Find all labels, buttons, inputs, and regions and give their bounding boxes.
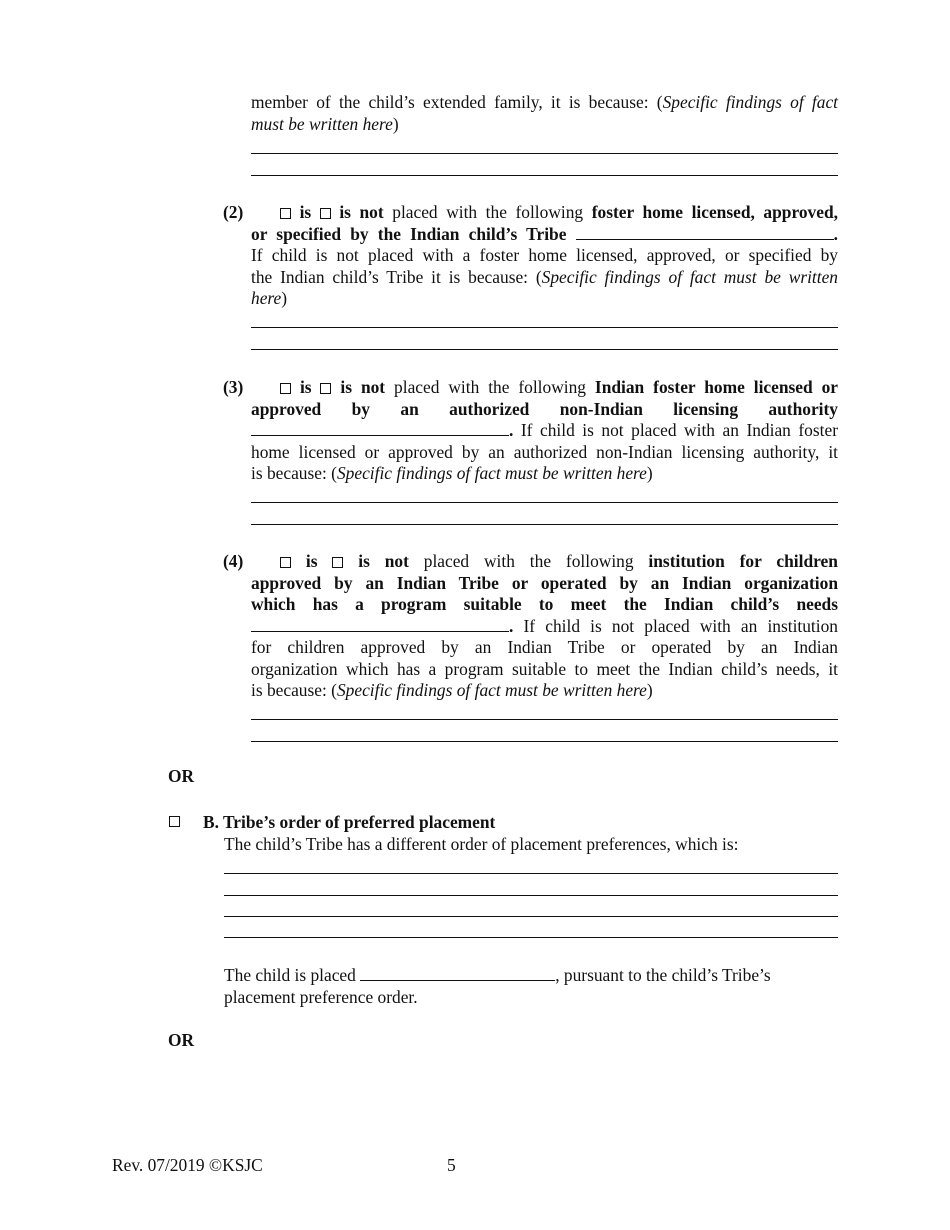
fill-line[interactable] — [251, 175, 838, 176]
fill-line[interactable] — [251, 349, 838, 350]
section-b-heading: B. Tribe’s order of preferred placement — [203, 812, 496, 832]
item-4-paragraph: is is not placed with the following institution for children approved by an Indian Tribe or operated by an Indian organization which has a program suitable to meet the Indian child’s needs . If child is not placed with an institution for children approved by an Indian Tribe or operated by an Indian organization which has a program suitable to meet the Indian child’s needs, it is because: (Specific findings of fact must be written here) — [251, 551, 838, 700]
item-number: (2) — [223, 202, 244, 222]
placement-statement: The child is placed , pursuant to the child’s Tribe’s placement preference order. — [224, 965, 771, 1007]
is-checkbox[interactable] — [280, 557, 291, 568]
item-number: (3) — [223, 377, 244, 397]
item-number: (4) — [223, 551, 244, 571]
fill-line[interactable] — [251, 719, 838, 720]
is-not-checkbox[interactable] — [320, 383, 331, 394]
fill-line[interactable] — [251, 153, 838, 154]
fill-line[interactable] — [224, 895, 838, 896]
intro-findings: Specific findings of fact — [662, 92, 838, 112]
is-not-checkbox[interactable] — [332, 557, 343, 568]
authority-blank[interactable] — [251, 420, 509, 436]
fill-line[interactable] — [224, 937, 838, 938]
footer-revision: Rev. 07/2019 ©KSJC — [112, 1155, 263, 1175]
item-3-paragraph: is is not placed with the following Indian foster home licensed or approved by an authorized non-Indian licensing authority . If child is not placed with an Indian foster home licensed or approved by an authorized non-Indian licensing authority, it is because: (Specific findings of fact must be written here) — [251, 377, 839, 483]
intro-findings-2: must be written here — [251, 113, 393, 134]
item-2-paragraph: is is not placed with the following foster home licensed, approved, or specified by the Indian child’s Tribe . If child is not placed with a foster home licensed, approved, or specified by the Indian child’s Tribe it is because: (Specific findings of fact must be written here) — [251, 202, 838, 308]
is-checkbox[interactable] — [280, 208, 291, 219]
fill-line[interactable] — [224, 916, 838, 917]
fill-line[interactable] — [251, 741, 838, 742]
is-checkbox[interactable] — [280, 383, 291, 394]
is-not-checkbox[interactable] — [320, 208, 331, 219]
or-label: OR — [168, 766, 195, 786]
page-number: 5 — [447, 1155, 456, 1175]
institution-blank[interactable] — [251, 616, 509, 632]
section-b-checkbox[interactable] — [169, 816, 180, 827]
or-label: OR — [168, 1030, 195, 1050]
fill-line[interactable] — [251, 502, 838, 503]
intro-paragraph: member of the child’s extended family, it is because: (Specific findings of fact must be written here) — [251, 92, 838, 134]
fill-line[interactable] — [251, 524, 838, 525]
fill-line[interactable] — [251, 327, 838, 328]
tribe-blank[interactable] — [576, 224, 834, 240]
fill-line[interactable] — [224, 873, 838, 874]
section-b-description: The child’s Tribe has a different order of placement preferences, which is: — [224, 834, 739, 854]
placement-blank[interactable] — [360, 965, 555, 981]
